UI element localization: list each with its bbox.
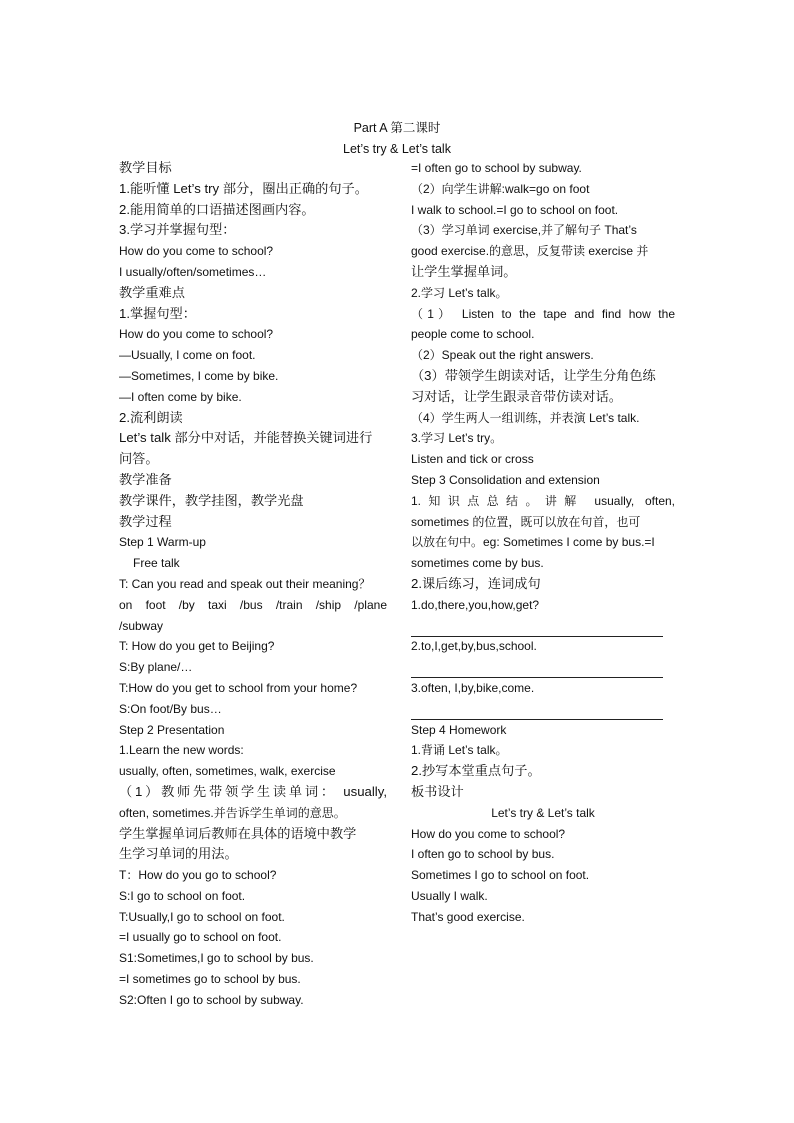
text-line: 问答。 <box>119 451 159 467</box>
text-line: —Sometimes, I come by bike. <box>119 368 279 383</box>
text-line: sometimes 的位置，既可以放在句首，也可 <box>411 514 641 529</box>
text-line: How do you come to school? <box>119 327 274 342</box>
text-line: 3.学习并掌握句型： <box>119 222 236 238</box>
section-heading: 教学重难点 <box>119 284 185 300</box>
text-line: 习对话，让学生跟录音带仿读对话。 <box>411 388 622 404</box>
text-line: S:I go to school on foot. <box>119 888 246 903</box>
text-line: 学生掌握单词后教师在具体的语境中教学 <box>119 825 357 841</box>
text-line: How do you come to school? <box>119 244 274 259</box>
text-line: 3.学习 Let’s try。 <box>411 431 503 446</box>
text-line: 1.知识点总结。讲解 usually, often, <box>411 493 675 508</box>
text-line: （2）向学生讲解:walk=go on foot <box>411 181 590 196</box>
text-line: 1.背诵 Let’s talk。 <box>411 743 508 758</box>
text-line: 1.能听懂 Let’s try 部分，圈出正确的句子。 <box>119 180 368 196</box>
text-line: （2）Speak out the right answers. <box>411 348 594 363</box>
text-line: （4）学生两人一组训练，并表演 Let’s talk. <box>411 410 640 425</box>
text-line: on foot /by taxi /bus /train /ship /plane <box>119 597 387 612</box>
text-line: =I usually go to school on foot. <box>119 930 282 945</box>
text-line: T: How do you get to Beijing? <box>119 639 275 654</box>
text-line: sometimes come by bus. <box>411 556 544 571</box>
board-line: That’s good exercise. <box>411 909 525 924</box>
page-subtitle: Let’s try & Let’s talk <box>343 142 451 156</box>
text-line: T:Usually,I go to school on foot. <box>119 909 285 924</box>
text-line: Listen and tick or cross <box>411 452 534 467</box>
step-heading: Step 2 Presentation <box>119 722 225 737</box>
text-line: I usually/often/sometimes… <box>119 264 267 279</box>
section-heading: 教学过程 <box>119 513 172 529</box>
text-line: 1.掌握句型： <box>119 305 196 321</box>
text-line: （3）带领学生朗读对话，让学生分角色练 <box>411 367 656 383</box>
section-heading: 教学目标 <box>119 160 172 175</box>
text-line: T：How do you go to school? <box>119 868 277 883</box>
text-line: 让学生掌握单词。 <box>411 263 517 279</box>
right-column <box>411 158 675 927</box>
section-heading: 教学准备 <box>119 471 172 487</box>
text-line: T:How do you get to school from your home? <box>119 680 358 695</box>
text-line: 2.课后练习，连词成句 <box>411 575 541 591</box>
text-line: S1:Sometimes,I go to school by bus. <box>119 951 314 966</box>
text-line: often, sometimes.并告诉学生单词的意思。 <box>119 805 346 820</box>
text-line: 以放在句中。eg: Sometimes I come by bus.=I <box>411 535 655 550</box>
text-line: S:By plane/… <box>119 660 193 675</box>
board-line: Sometimes I go to school on foot. <box>411 868 590 883</box>
board-line: Usually I walk. <box>411 888 488 903</box>
exercise-item: 1.do,there,you,how,get? <box>411 597 540 612</box>
text-line: 2.流利朗读 <box>119 409 183 425</box>
text-line: 2.学习 Let’s talk。 <box>411 285 508 300</box>
page-title: Part A 第二课时 <box>353 121 441 135</box>
text-line: /subway <box>119 618 164 633</box>
board-line: How do you come to school? <box>411 826 566 841</box>
step-heading: Step 3 Consolidation and extension <box>411 472 600 487</box>
text-line: S:On foot/By bus… <box>119 701 222 716</box>
text-line: （3）学习单词 exercise,并了解句子 That’s <box>411 223 637 238</box>
text-line: （1）教师先带领学生读单词： usually, <box>119 783 387 799</box>
text-line: S2:Often I go to school by subway. <box>119 992 304 1007</box>
left-column <box>119 158 387 1011</box>
exercise-item: 3.often, I,by,bike,come. <box>411 680 535 695</box>
text-line: 生学习单词的用法。 <box>119 846 238 862</box>
text-line: 2.抄写本堂重点句子。 <box>411 763 541 779</box>
exercise-item: 2.to,I,get,by,bus,school. <box>411 639 537 654</box>
board-line: I often go to school by bus. <box>411 847 555 862</box>
text-line: —I often come by bike. <box>119 389 242 404</box>
text-line: =I sometimes go to school by bus. <box>119 972 301 987</box>
text-line: 教学课件，教学挂图，教学光盘 <box>119 492 304 508</box>
step-heading: Step 1 Warm-up <box>119 535 206 550</box>
text-line: （1） Listen to the tape and find how the <box>411 306 675 321</box>
answer-line <box>411 616 675 637</box>
answer-line <box>411 657 675 678</box>
text-line: —Usually, I come on foot. <box>119 348 256 363</box>
text-line: people come to school. <box>411 327 535 342</box>
text-line: I walk to school.=I go to school on foot. <box>411 202 619 217</box>
text-line: T: Can you read and speak out their meaning？ <box>119 576 371 591</box>
step-heading: Step 4 Homework <box>411 722 507 737</box>
text-line: Free talk <box>133 556 180 571</box>
board-title: Let’s try & Let’s talk <box>491 805 595 820</box>
section-heading: 板书设计 <box>411 783 464 799</box>
text-line: good exercise.的意思，反复带读 exercise 并 <box>411 244 649 259</box>
text-line: Let’s talk 部分中对话，并能替换关键词进行 <box>119 430 373 446</box>
answer-line <box>411 699 675 720</box>
text-line: usually, often, sometimes, walk, exercise <box>119 764 336 779</box>
text-line: =I often go to school by subway. <box>411 161 582 175</box>
text-line: 2.能用简单的口语描述图画内容。 <box>119 201 315 217</box>
text-line: 1.Learn the new words: <box>119 743 244 758</box>
